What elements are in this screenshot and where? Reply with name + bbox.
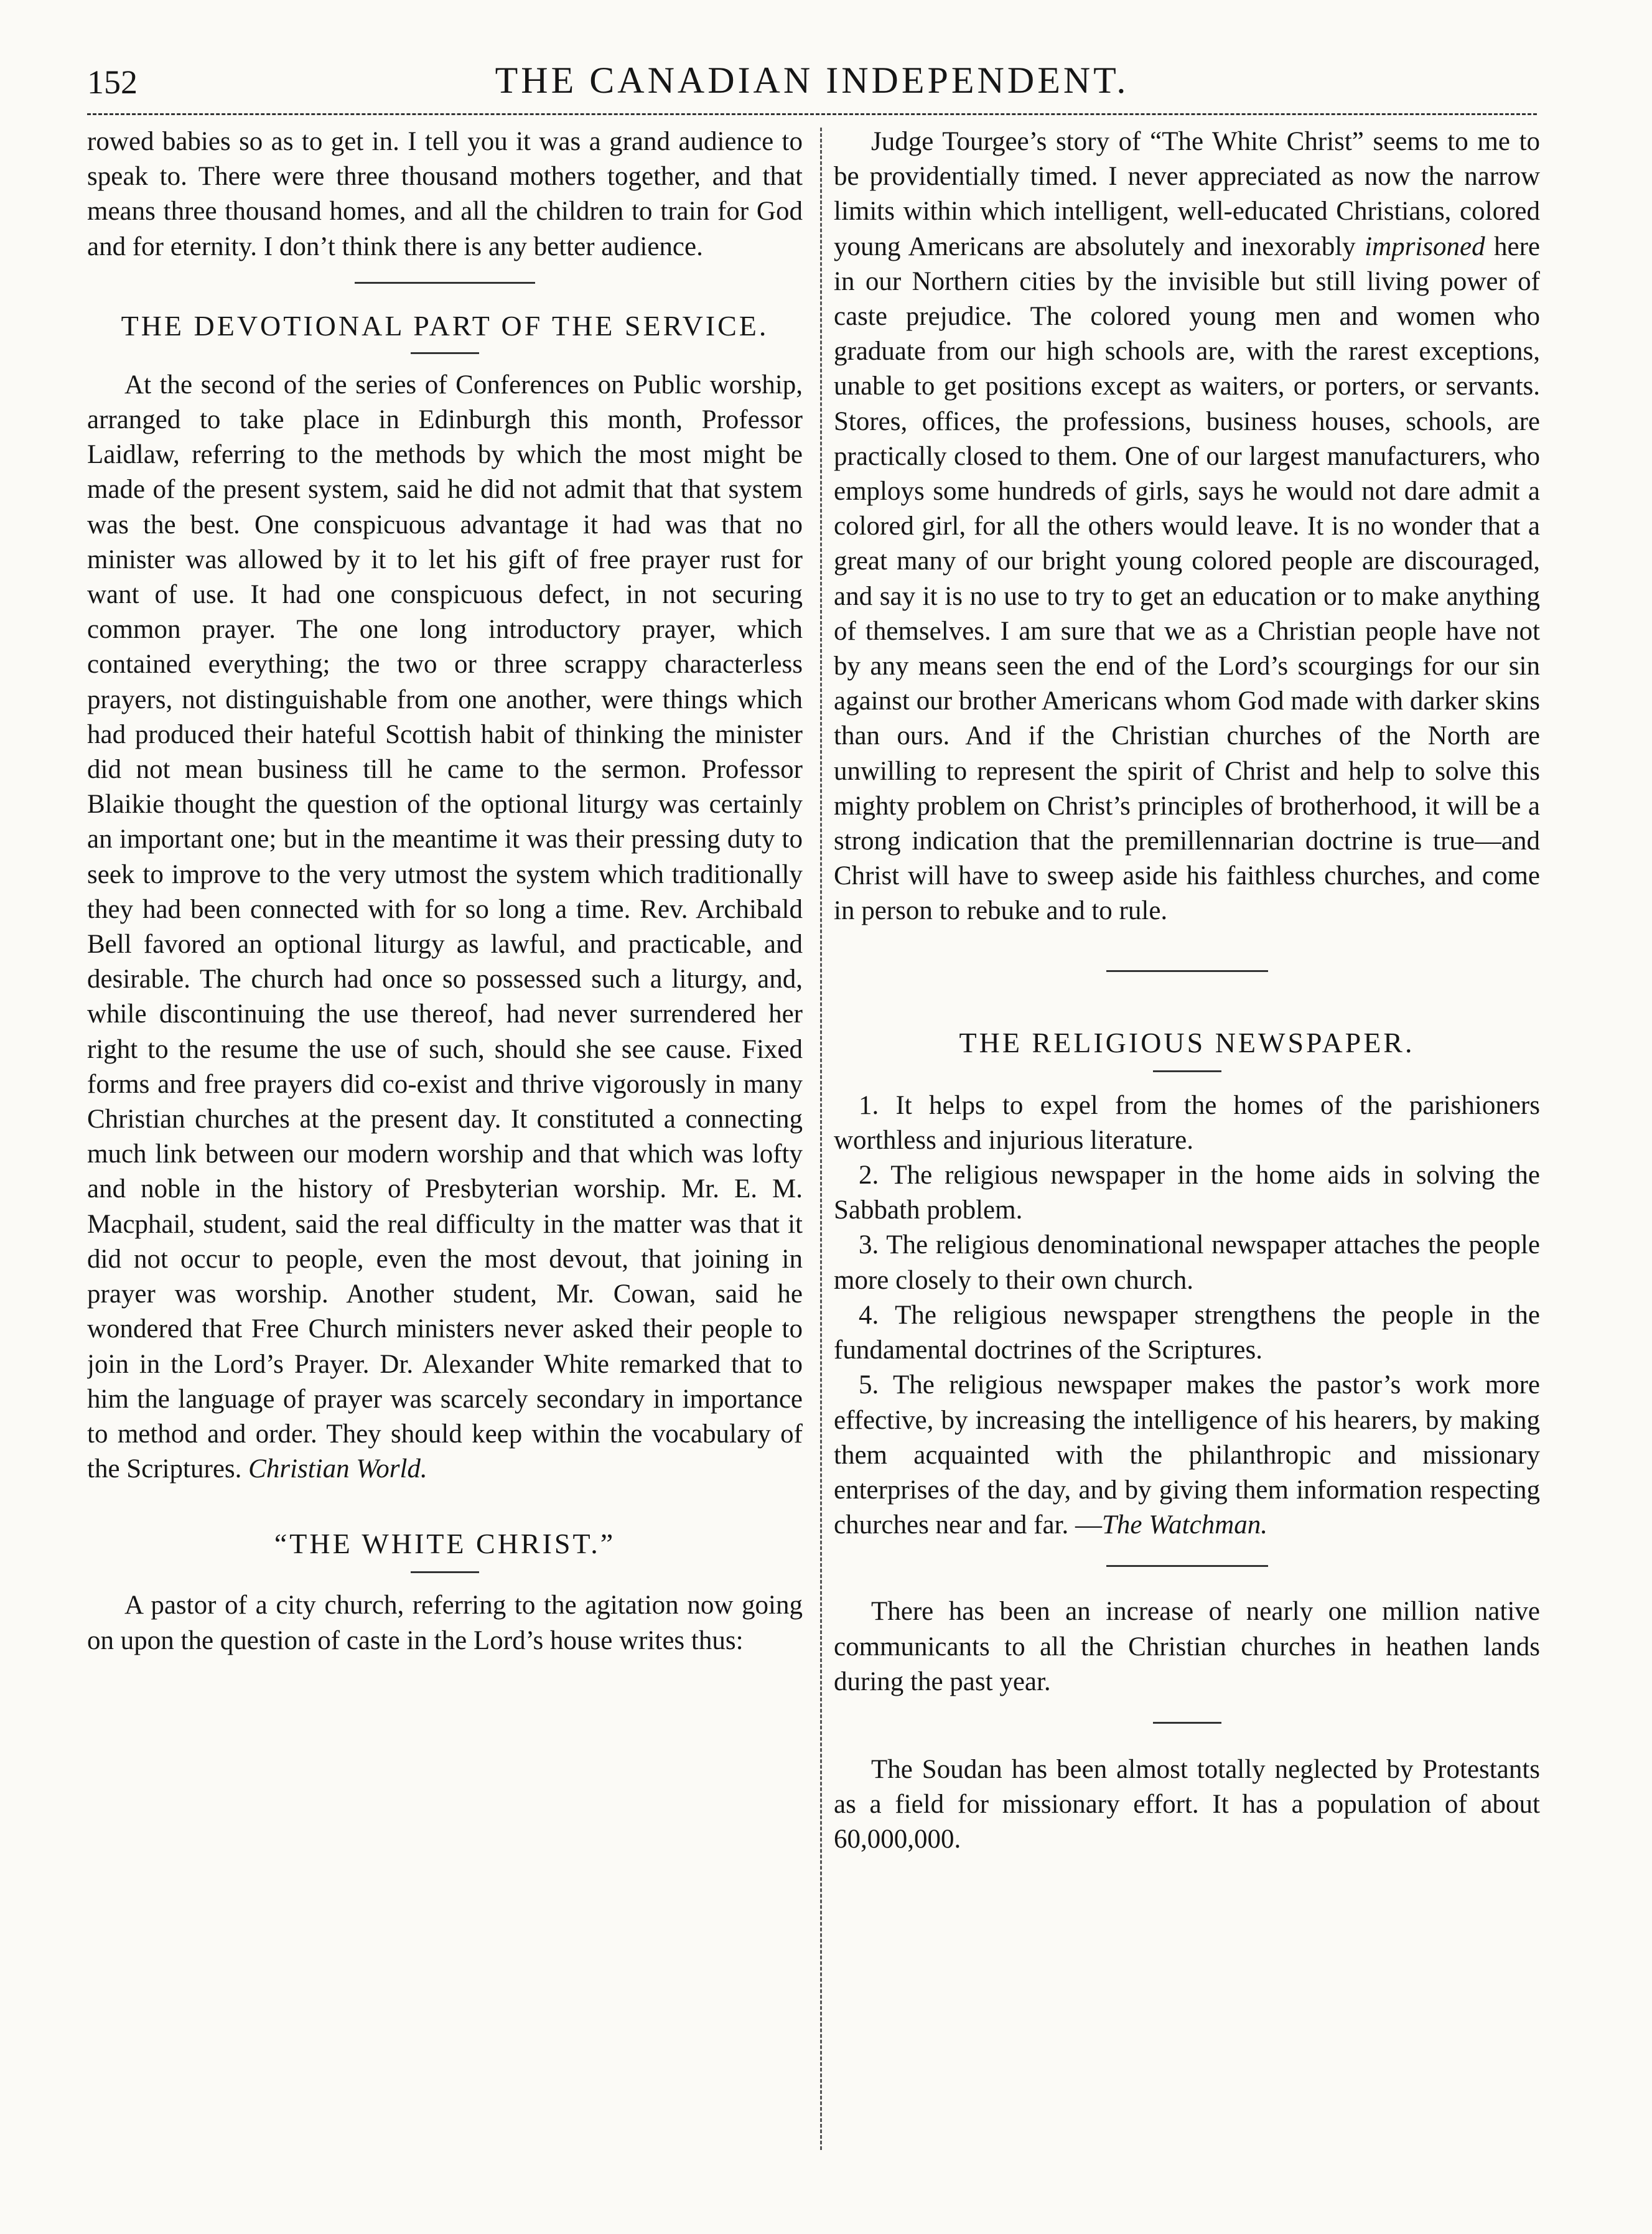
- tourgee-emphasis: imprisoned: [1365, 231, 1485, 261]
- right-column: [834, 124, 1540, 2178]
- newspaper-item-4: 4. The religious newspaper strengthens the people in the fundamental doctrines of the Scriptures.: [834, 1300, 1540, 1365]
- left-column: [87, 124, 803, 2178]
- devotional-source: Christian World.: [248, 1454, 427, 1484]
- newspaper-item-5-text: 5. The religious newspaper makes the pastor’s work more effective, by increasing the intelligence of his hearers, by making them acquainted with the philanthropic and missionary enterprises of the day, and by giving them information respecting churches near and far.: [834, 1370, 1540, 1540]
- heading-rule: [1153, 1070, 1221, 1072]
- page-number: 152: [87, 63, 138, 101]
- newspaper-item-1: 1. It helps to expel from the homes of the parishioners worthless and injurious literature.: [834, 1090, 1540, 1155]
- column-divider: [820, 128, 822, 2150]
- section-separator: [1153, 1722, 1221, 1724]
- heading-rule: [411, 1571, 479, 1573]
- newspaper-heading: THE RELIGIOUS NEWSPAPER.: [959, 1026, 1415, 1059]
- newspaper-item-2: 2. The religious newspaper in the home aids in solving the Sabbath problem.: [834, 1161, 1540, 1225]
- newspaper-item-5: 5. The religious newspaper makes the pastor’s work more effective, by increasing the intelligence of his hearers, by making them acquainted with the philanthropic and missionary enterprises of the day, and by giving them information respecting churches near and far. —The Watchman.: [834, 1370, 1540, 1540]
- tourgee-letter: [834, 124, 1540, 929]
- section-separator: [1106, 970, 1268, 972]
- newspaper-item-3: 3. The religious denominational newspaper attaches the people more closely to their own church.: [834, 1230, 1540, 1295]
- devotional-heading: THE DEVOTIONAL PART OF THE SERVICE.: [121, 309, 769, 342]
- tourgee-text-part-2: here in our Northern cities by the invisible but still living power of caste prejudice. The colored young men and women who graduate from our high schools are, with the rarest exceptions, unable to get positions except as waiters, or porters, or servants. Stores, offices, the professions, business houses, schools, are practically closed to them. One of our largest manufacturers, who employs some hundreds of girls, says he would not dare admit a colored girl, for all the others would leave. It is no wonder that a great many of our bright young colored people are discouraged, and say it is no use to try to get an education or to make anything of themselves. I am sure that we as a Christian people have not by any means seen the end of the Lord’s scourgings for our sin against our brother Americans whom God made with darker skins than ours. And if the Christian churches of the North are unwilling to represent the spirit of Christ and help to solve this mighty problem on Christ’s principles of brotherhood, it will be a strong indication that the premillennarian doctrine is true—and Christ will have to sweep aside his faithless churches, and come in person to rebuke and to rule.: [834, 231, 1540, 926]
- devotional-body: At the second of the series of Conferences on Public worship, arranged to take place in Edinburgh this month, Professor Laidlaw, referring to the methods by which the most might be made of the present system, said he did not admit that that system was the best. One conspicuous advantage it had was that no minister was allowed by it to let his gift of free prayer rust for want of use. It had one conspicuous defect, in not securing common prayer. The one long introductory prayer, which contained everything; the two or three scrappy characterless prayers, not distinguishable from one another, were things which had produced their hateful Scottish habit of thinking the minister did not mean business till he came to the sermon. Professor Blaikie thought the question of the optional liturgy was certainly an important one; but in the meantime it was their pressing duty to seek to improve to the very utmost the system which traditionally they had been connected with for so long a time. Rev. Archibald Bell favored an optional liturgy as lawful, and practicable, and desirable. The church had once so possessed such a liturgy, and, while discontinuing the use thereof, had never surrendered her right to the resume the use of such, should she see cause. Fixed forms and free prayers did co-exist and thrive vigorously in many Christian churches at the present day. It constituted a connecting much link between our modern worship and that which was lofty and noble in the history of Presbyterian worship. Mr. E. M. Macphail, student, said the real difficulty in the matter was that it did not occur to people, even the most devout, that joining in prayer was worship. Another student, Mr. Cowan, said he wondered that Free Church ministers never asked their people to join in the Lord’s Prayer. Dr. Alexander White remarked that to him the language of prayer was scarcely secondary in importance to method and order. They should keep within the vocabulary of the Scriptures.: [87, 370, 803, 1484]
- section-separator: [355, 282, 535, 284]
- page-header: [87, 59, 1537, 109]
- header-rule: [87, 113, 1537, 115]
- white-christ-heading: “THE WHITE CHRIST.”: [274, 1528, 616, 1560]
- white-christ-intro: A pastor of a city church, referring to the agitation now going on upon the question of caste in the Lord’s house writes thus:: [87, 1591, 803, 1655]
- communicants-paragraph: There has been an increase of nearly one million native communicants to all the Christian churches in heathen lands during the past year.: [834, 1597, 1540, 1696]
- section-separator: [1106, 1565, 1268, 1567]
- newspaper-source: The Watchman.: [1102, 1510, 1267, 1540]
- soudan-paragraph: The Soudan has been almost totally neglected by Protestants as a field for missionary effort. It has a population of about 60,000,000.: [834, 1754, 1540, 1854]
- intro-paragraph: rowed babies so as to get in. I tell you it was a grand audience to speak to. There were three thousand mothers together, and that means three thousand homes, and all the children to train for God and for eternity. I don’t think there is any better audience.: [87, 127, 803, 261]
- devotional-article: [87, 368, 803, 1487]
- tourgee-text-part-1: Judge Tourgee’s story of “The White Christ” seems to me to be providentially timed. I never appreciated as now the narrow limits within which intelligent, well-educated Christians, colored young Americans are absolutely and inexorably: [834, 127, 1540, 261]
- heading-rule: [411, 352, 479, 354]
- journal-title: THE CANADIAN INDEPENDENT.: [495, 60, 1129, 101]
